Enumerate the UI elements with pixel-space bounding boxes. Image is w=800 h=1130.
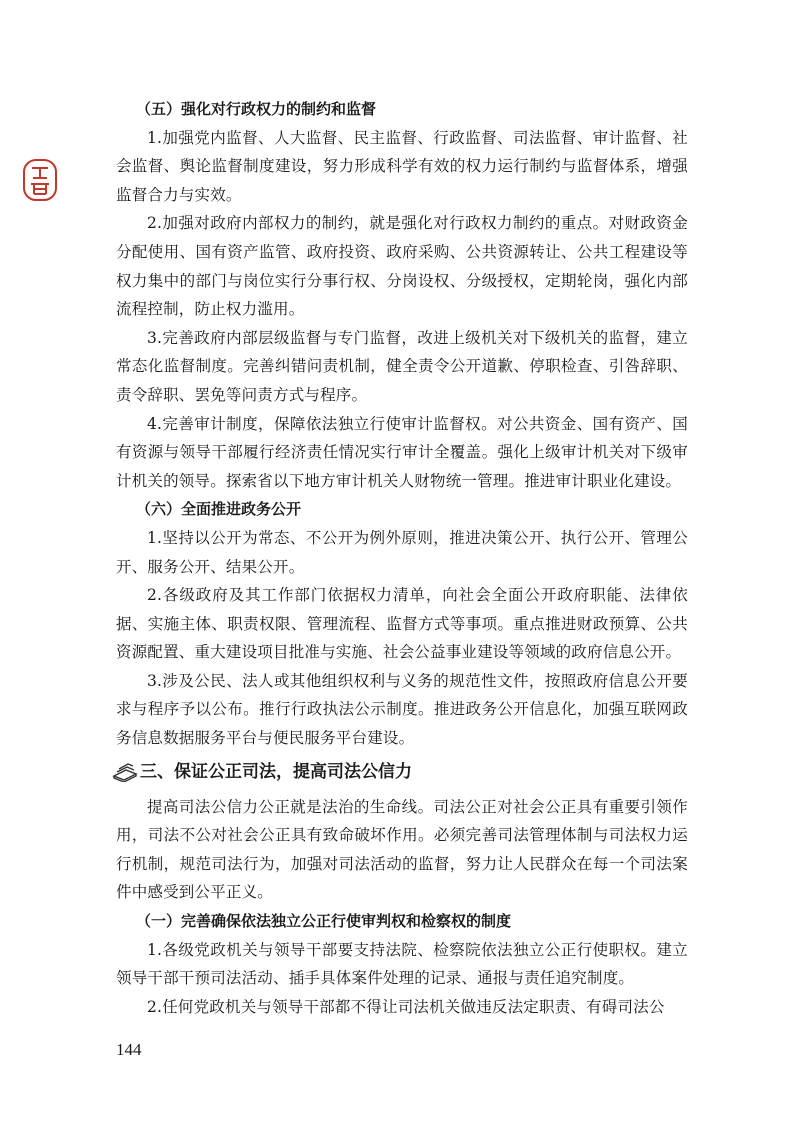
section-title-3-1: （一）完善确保依法独立公正行使审判权和检察权的制度 — [136, 912, 512, 931]
seal-stamp-icon — [22, 158, 58, 202]
section-title-5: （五）强化对行政权力的制约和监督 — [136, 100, 377, 118]
paragraph: 3.完善政府内部层级监督与专门监督，改进上级机关对下级机关的监督，建立常态化监督制度。完善纠错问责机制，健全责令公开道歉、停职检查、引咎辞职、责令辞职、罢免等问责方式与程序。 — [116, 328, 688, 404]
paragraph: 2.各级政府及其工作部门依据权力清单，向社会全面公开政府职能、法律依据、实施主体、职责权限、管理流程、监督方式等事项。重点推进财政预算、公共资源配置、重大建设项目批准与实施、社会公益事业建设等领域的政府信息公开。 — [116, 586, 688, 662]
paragraph: 4.完善审计制度，保障依法独立行使审计监督权。对公共资金、国有资产、国有资源与领导干部履行经济责任情况实行审计全覆盖。强化上级审计机关对下级审计机关的领导。探索省以下地方审计机关人财物统一管理。推进审计职业化建设。 — [116, 414, 688, 490]
paragraph: 1.加强党内监督、人大监督、民主监督、行政监督、司法监督、审计监督、社会监督、舆论监督制度建设，努力形成科学有效的权力运行制约与监督体系，增强监督合力与实效。 — [116, 128, 688, 204]
paragraph: 2.加强对政府内部权力的制约，就是强化对行政权力制约的重点。对财政资金分配使用、国有资产监管、政府投资、政府采购、公共资源转让、公共工程建设等权力集中的部门与岗位实行分事行权、分岗设权、分级授权，定期轮岗，强化内部流程控制，防止权力滥用。 — [116, 214, 688, 319]
paragraph: 3.涉及公民、法人或其他组织权利与义务的规范性文件，按照政府信息公开要求与程序予以公布。推行行政执法公示制度。推进政务公开信息化，加强互联网政务信息数据服务平台与便民服务平台建设。 — [116, 671, 688, 748]
paragraph: 1.坚持以公开为常态、不公开为例外原则，推进决策公开、执行公开、管理公开、服务公开、结果公开。 — [116, 528, 688, 576]
part-title-3 — [112, 757, 688, 787]
book-stack-icon — [112, 762, 138, 782]
page-content — [116, 95, 688, 1021]
paragraph: 1.各级党政机关与领导干部要支持法院、检察院依法独立公正行使职权。建立领导干部干预司法活动、插手具体案件处理的记录、通报与责任追究制度。 — [116, 940, 688, 988]
paragraph: 提高司法公信力公正就是法治的生命线。司法公正对社会公正具有重要引领作用，司法不公对社会公正具有致命破坏作用。必须完善司法管理体制与司法权力运行机制，规范司法行为，加强对司法活动的监督，努力让人民群众在每一个司法案件中感受到公平正义。 — [116, 797, 688, 902]
page-number: 144 — [116, 1040, 142, 1059]
section-title-6: （六）全面推进政务公开 — [136, 500, 302, 519]
paragraph: 2.任何党政机关与领导干部都不得让司法机关做违反法定职责、有碍司法公 — [147, 997, 665, 1016]
part-title-text: 三、保证公正司法，提高司法公信力 — [140, 761, 412, 782]
